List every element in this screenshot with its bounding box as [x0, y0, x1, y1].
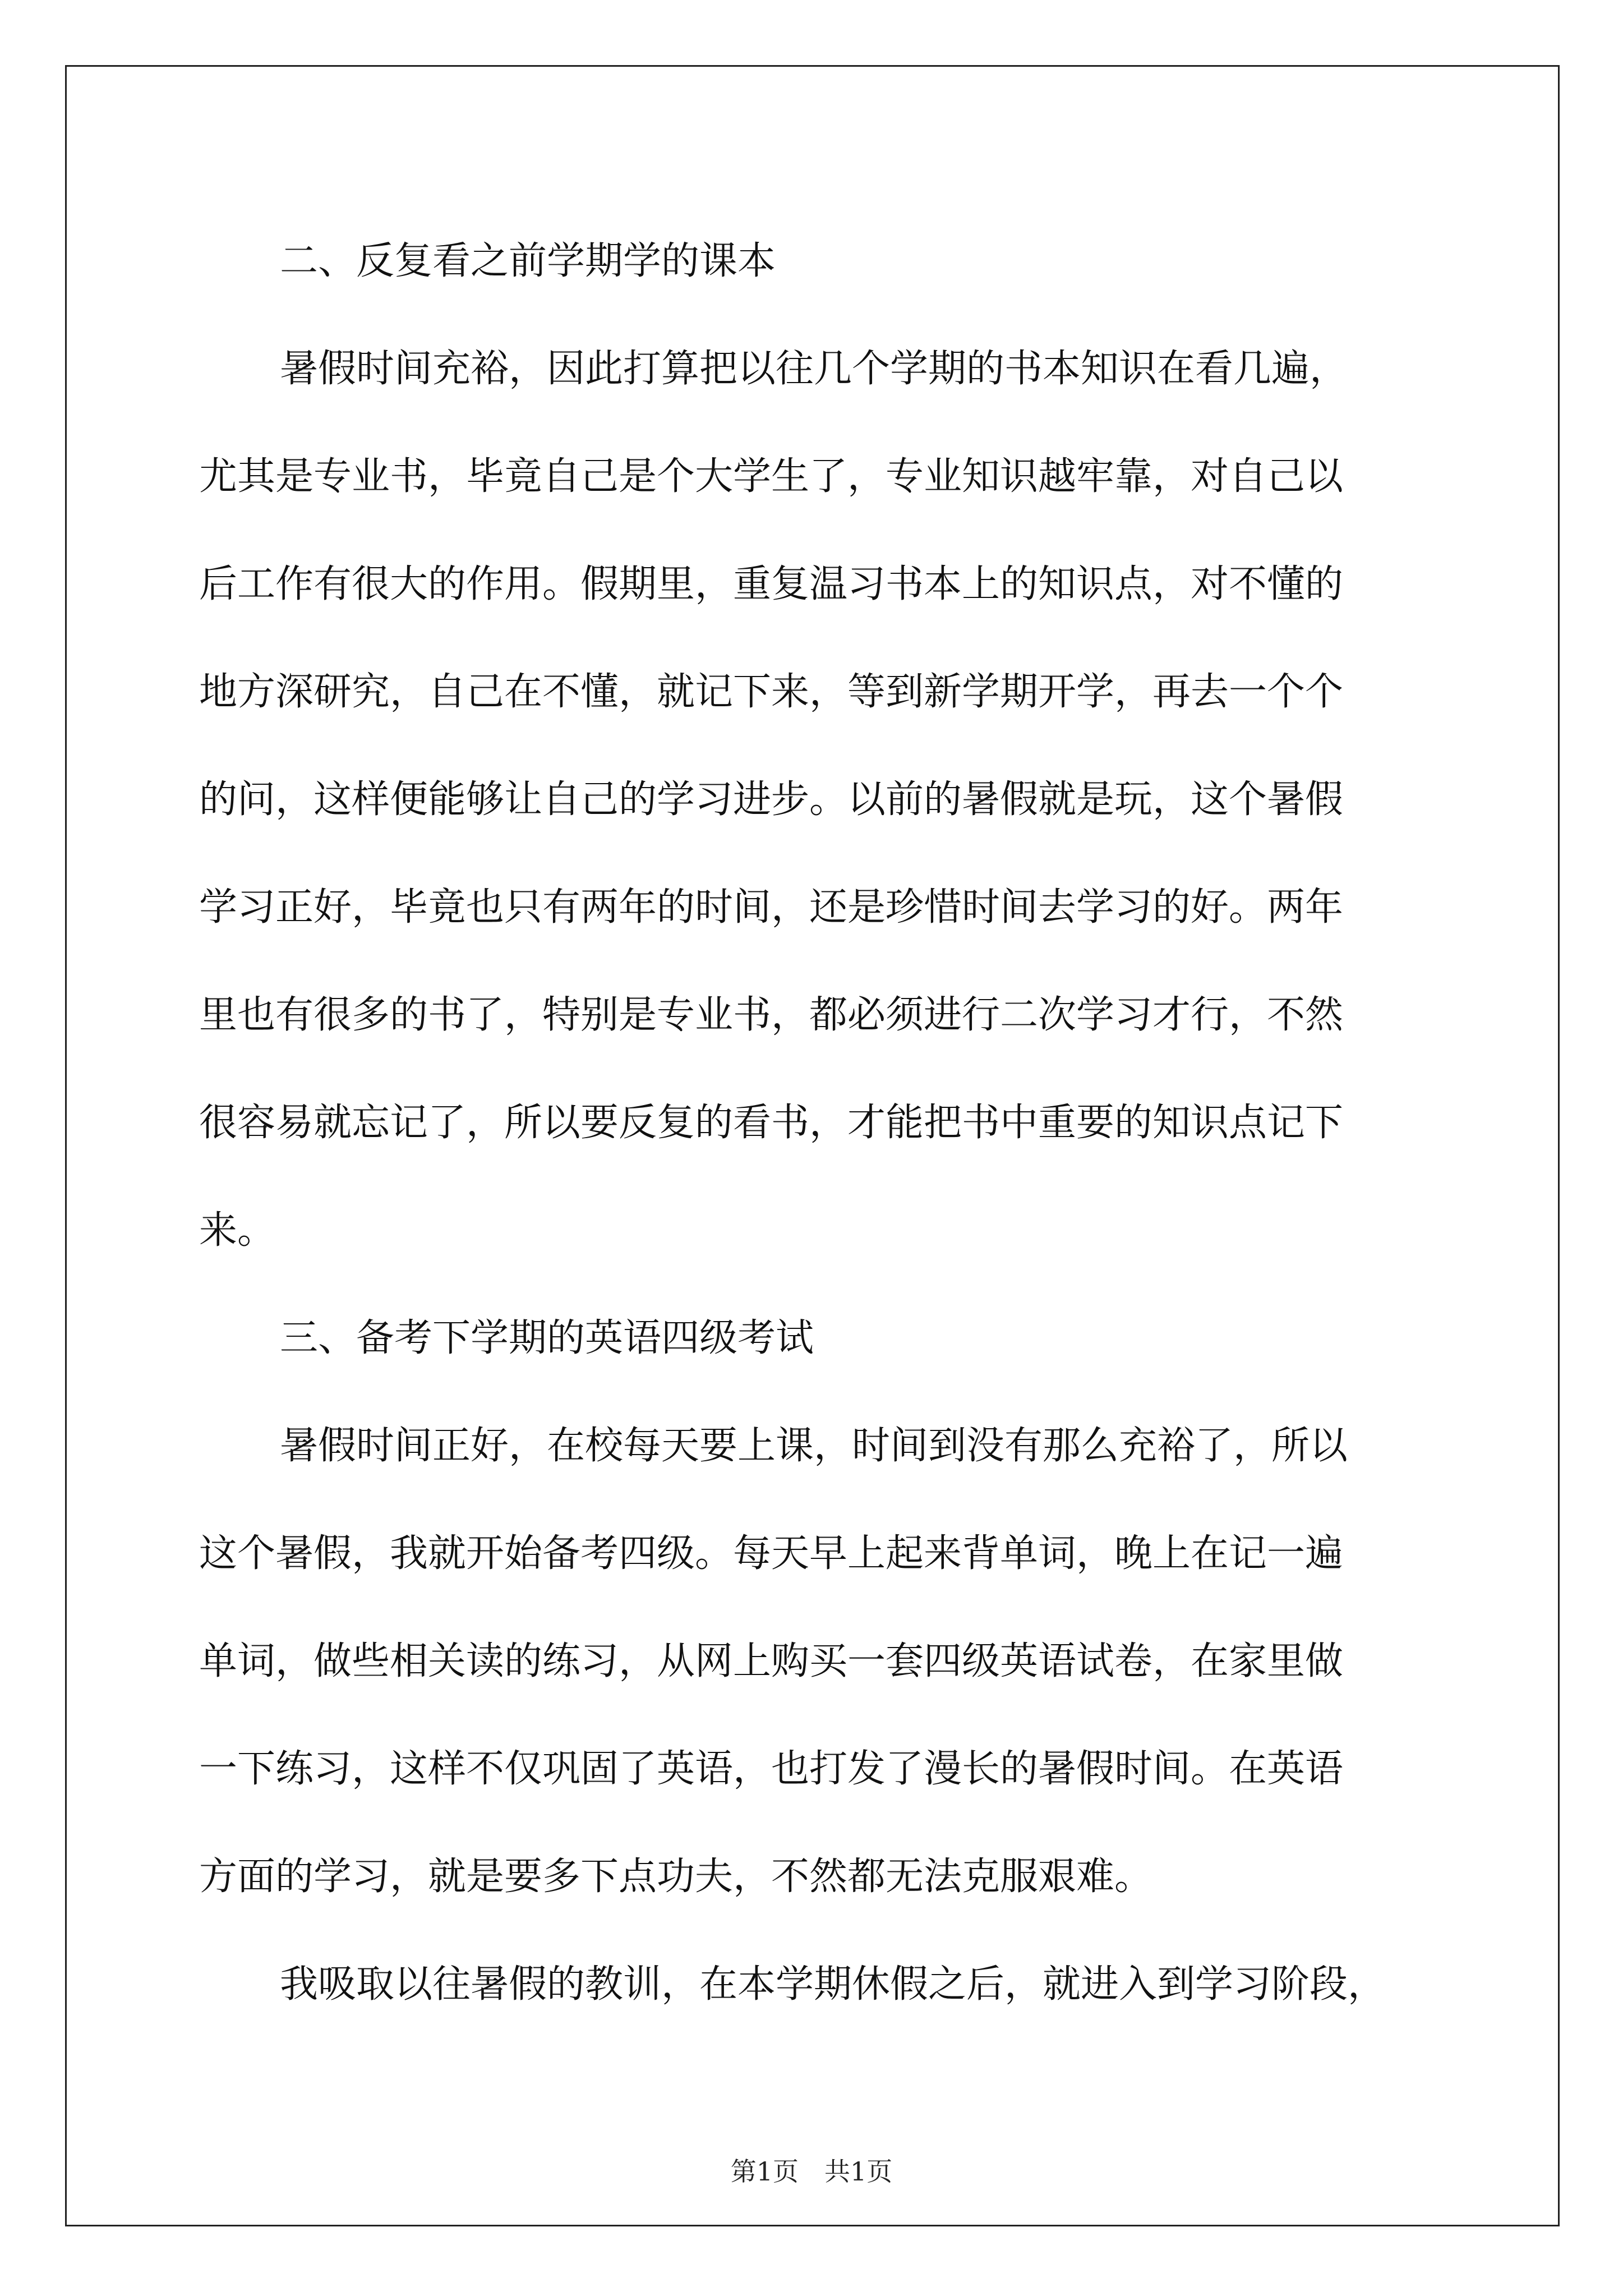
paragraph-line: 方面的学习，就是要多下点功夫，不然都无法克服艰难。 [199, 1855, 1153, 1899]
paragraph-line: 这个暑假，我就开始备考四级。每天早上起来背单词，晚上在记一遍 [199, 1531, 1344, 1576]
paragraph-line: 来。 [199, 1208, 276, 1253]
paragraph [199, 315, 1438, 1285]
paragraph-line: 地方深研究，自己在不懂，就记下来，等到新学期开学，再去一个个 [199, 670, 1344, 714]
paragraph-line: 一下练习，这样不仅巩固了英语，也打发了漫长的暑假时间。在英语 [199, 1747, 1344, 1791]
page-footer: 第1页 共1页 [730, 2156, 893, 2187]
paragraph-line: 很容易就忘记了，所以要反复的看书，才能把书中重要的知识点记下 [199, 1101, 1344, 1145]
paragraph-line: 的问，这样便能够让自己的学习进步。以前的暑假就是玩，这个暑假 [199, 777, 1344, 822]
paragraph-line: 尤其是专业书，毕竟自己是个大学生了，专业知识越牢靠，对自己以 [199, 454, 1344, 499]
paragraph [199, 1392, 1438, 1931]
section-heading: 二、反复看之前学期学的课本 [280, 239, 776, 283]
document-body [199, 208, 1438, 2039]
paragraph-line: 单词，做些相关读的练习，从网上购买一套四级英语试卷，在家里做 [199, 1639, 1344, 1683]
section-heading: 三、备考下学期的英语四级考试 [280, 1316, 814, 1360]
paragraph-line: 暑假时间正好，在校每天要上课，时间到没有那么充裕了，所以 [280, 1424, 1348, 1468]
paragraph-line: 暑假时间充裕，因此打算把以往几个学期的书本知识在看几遍， [280, 347, 1348, 391]
paragraph [199, 1931, 1438, 2039]
paragraph-line: 后工作有很大的作用。假期里，重复温习书本上的知识点，对不懂的 [199, 562, 1344, 606]
paragraph-line: 里也有很多的书了，特别是专业书，都必须进行二次学习才行，不然 [199, 993, 1344, 1037]
paragraph-line: 学习正好，毕竟也只有两年的时间，还是珍惜时间去学习的好。两年 [199, 885, 1344, 930]
paragraph-line: 我吸取以往暑假的教训，在本学期休假之后，就进入到学习阶段， [280, 1962, 1386, 2007]
